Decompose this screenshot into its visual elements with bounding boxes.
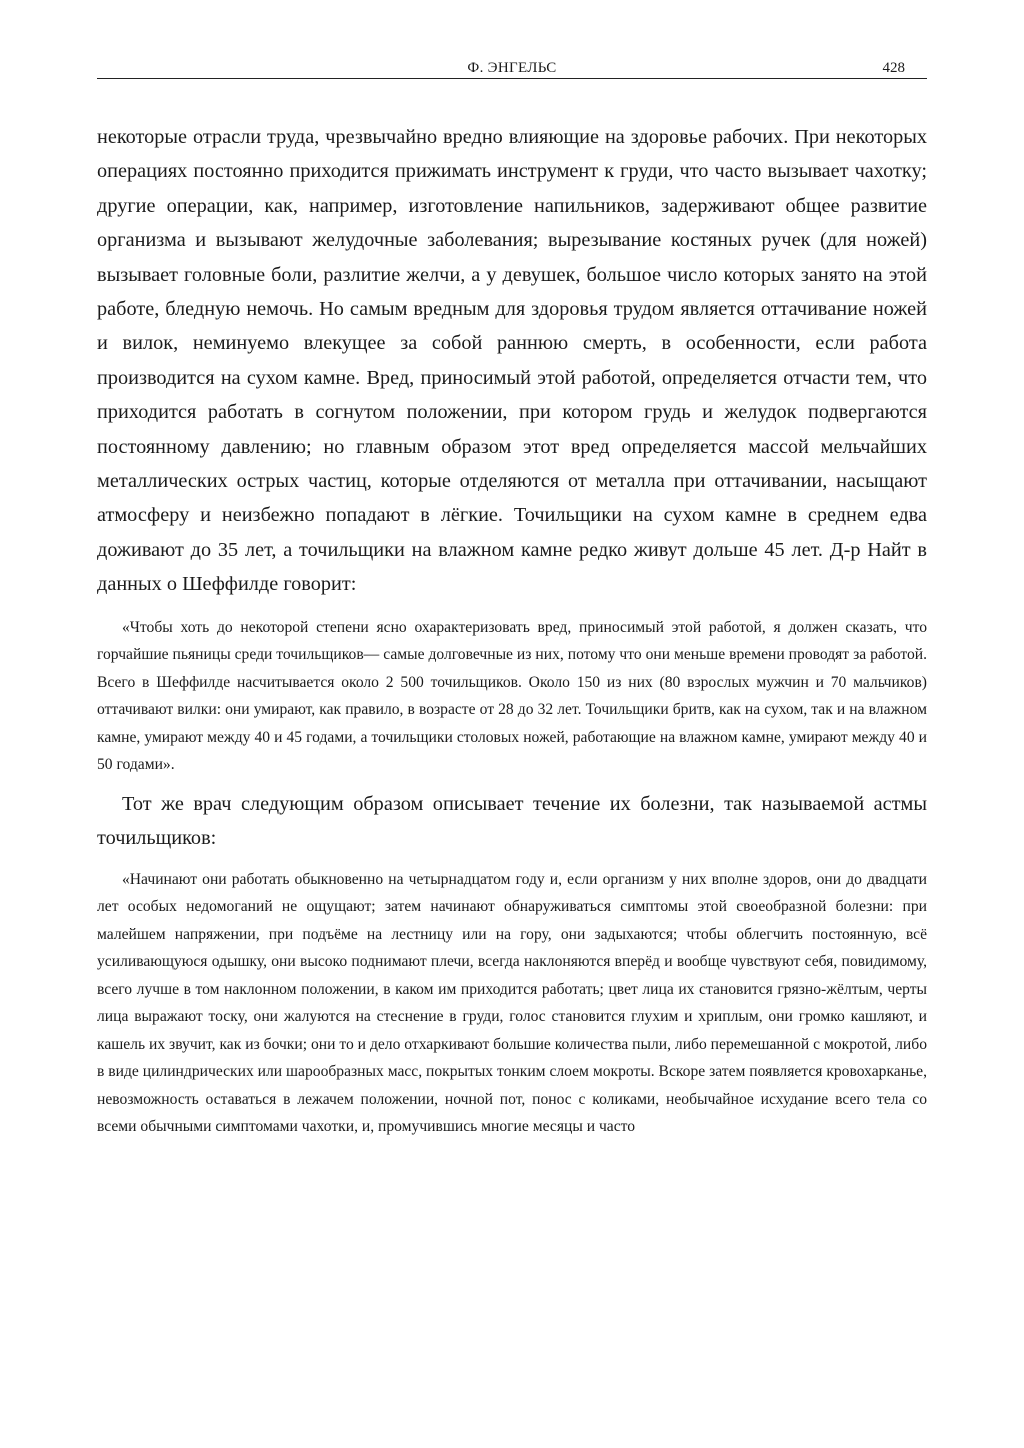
running-header: [97, 58, 927, 79]
block-quote: «Чтобы хоть до некоторой степени ясно охарактеризовать вред, приносимый этой работой, я должен сказать, что горчайшие пьяницы среди точильщиков— самые долговечные из них, потому что они меньше времени проводят за работой. Всего в Шеффилде насчитывается около 2 500 точильщиков. Около 150 из них (80 взрослых мужчин и 70 мальчиков) оттачивают вилки: они умирают, как правило, в возрасте от 28 до 32 лет. Точильщики бритв, как на сухом, так и на влажном камне, умирают между 40 и 45 годами, а точильщики столовых ножей, работающие на влажном камне, умирают между 40 и 50 годами».: [97, 618, 927, 774]
block-quote: «Начинают они работать обыкновенно на четырнадцатом году и, если организм у них вполне здоров, они до двадцати лет особых недомоганий не ощущают; затем начинают обнаруживаться симптомы этой своеобразной болезни: при малейшем напряжении, при подъёме на лестницу или на гору, они задыхаются; чтобы облегчить постоянную, всё усиливающуюся одышку, они высоко поднимают плечи, всегда наклоняются вперёд и вообще чувствуют себя, повидимому, всего лучше в том наклонном положении, в каком им приходится работать; цвет лица их становится грязно-жёлтым, черты лица выражают тоску, они жалуются на стеснение в груди, голос становится глухим и хриплым, они громко кашляют, и кашель их звучит, как из бочки; они то и дело отхаркивают большие количества пыли, либо перемешанной с мокротой, либо в виде цилиндрических или шарообразных масс, покрытых тонким слоем мокроты. Вскоре затем появляется кровохарканье, невозможность оставаться в лежачем положении, ночной пот, понос с коликами, необычайное исхудание всего тела со всеми обычными симптомами чахотки, и, промучившись многие месяцы и часто: [97, 870, 927, 1135]
header-title: Ф. ЭНГЕЛЬС: [467, 60, 557, 76]
body-paragraph: некоторые отрасли труда, чрезвычайно вредно влияющие на здоровье рабочих. При некоторых операциях постоянно приходится прижимать инструмент к груди, что часто вызывает чахотку; другие операции, как, например, изготовление напильников, задерживают общее развитие организма и вызывают желудочные заболевания; вырезывание костяных ручек (для ножей) вызывает головные боли, разлитие желчи, а у девушек, большое число которых занято на этой работе, бледную немочь. Но самым вредным для здоровья трудом является оттачивание ножей и вилок, неминуемо влекущее за собой раннюю смерть, в особенности, если работа производится на сухом камне. Вред, приносимый этой работой, определяется отчасти тем, что приходится работать в согнутом положении, при котором грудь и желудок подвергаются постоянному давлению; но главным образом этот вред определяется массой мельчайших металлических острых частиц, которые отделяются от металла при оттачивании, насыщают атмосферу и неизбежно попадают в лёгкие. Точильщики на сухом камне в среднем едва доживают до 35 лет, а точильщики на влажном камне редко живут дольше 45 лет. Д-р Найт в данных о Шеффилде говорит:: [97, 126, 927, 596]
body-paragraph: Тот же врач следующим образом описывает течение их болезни, так называемой астмы точильщиков:: [97, 792, 927, 850]
document-page: [97, 58, 927, 1141]
page-number: 428: [882, 60, 905, 76]
